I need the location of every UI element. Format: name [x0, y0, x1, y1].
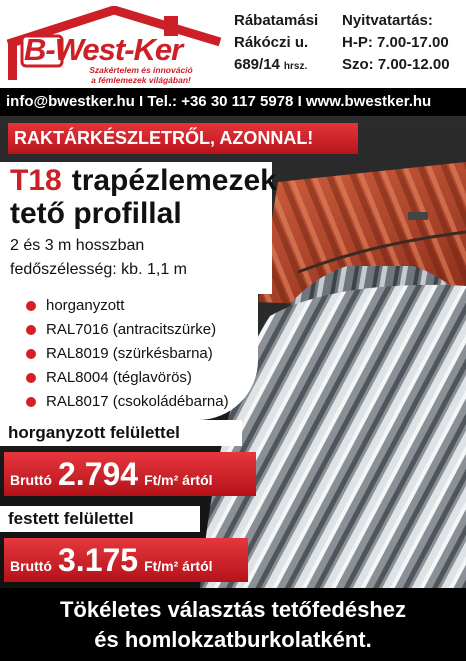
address-street: Rákóczi u.: [234, 34, 309, 51]
price-prefix: Bruttó: [10, 558, 52, 574]
logo-brand-name: B-West-Ker: [24, 32, 183, 67]
galvanized-label: horganyzott felülettel: [0, 420, 242, 446]
product-subtitle: tető profillal: [10, 197, 182, 230]
slogan-line-1: Tökéletes választás tetőfedéshez: [59, 597, 407, 622]
list-item: RAL8019 (szürkésbarna): [26, 342, 229, 366]
price-unit: Ft/m² ártól: [144, 558, 213, 574]
opening-hours: [342, 10, 450, 76]
contact-bar[interactable]: info@bwestker.hu I Tel.: +36 30 117 5978 I www.bwestker.hu: [0, 88, 466, 116]
product-title-rest: trapézlemezek: [71, 164, 277, 197]
header: [0, 0, 466, 88]
bullet-icon: [26, 301, 36, 311]
address-hrsz: hrsz.: [283, 61, 308, 72]
address-number-line: [234, 54, 318, 78]
bullet-icon: [26, 397, 36, 407]
hours-saturday: Szo: 7.00-12.00: [342, 56, 450, 73]
price-amount: 2.794: [58, 456, 139, 492]
bullet-icon: [26, 325, 36, 335]
spec-length: 2 és 3 m hosszban: [10, 237, 145, 254]
spec-width: fedőszélesség: kb. 1,1 m: [10, 261, 187, 278]
painted-price: [4, 538, 248, 582]
price-unit: Ft/m² ártól: [144, 472, 213, 488]
list-item: RAL7016 (antracitszürke): [26, 318, 229, 342]
painted-label: festett felülettel: [0, 506, 200, 532]
list-item: horganyzott: [26, 294, 229, 318]
product-content: [0, 162, 300, 582]
address-city: Rábatamási: [234, 12, 319, 29]
bullet-icon: [26, 349, 36, 359]
price-prefix: Bruttó: [10, 472, 52, 488]
list-item: RAL8004 (téglavörös): [26, 366, 229, 390]
slogan-line-2: és homlokzatburkolatként.: [94, 627, 372, 652]
hours-weekdays: H-P: 7.00-17.00: [342, 34, 449, 51]
address-block: [234, 10, 318, 78]
address-number: 689/14: [234, 56, 280, 73]
stock-banner: RAKTÁRKÉSZLETRŐL, AZONNAL!: [8, 123, 358, 154]
price-amount: 3.175: [58, 542, 139, 578]
company-logo: [4, 6, 224, 86]
product-title: [10, 164, 277, 198]
hours-title: Nyitvatartás:: [342, 12, 433, 29]
product-code: T18: [10, 164, 62, 197]
list-item: RAL8017 (csokoládébarna): [26, 390, 229, 414]
logo-tagline: Szakértelem és innováció a fémlemezek világában!: [89, 65, 193, 85]
promo-panel: [0, 116, 466, 588]
bullet-icon: [26, 373, 36, 383]
variant-list: [26, 294, 229, 414]
galvanized-price: [4, 452, 256, 496]
footer-slogan: [0, 588, 466, 661]
